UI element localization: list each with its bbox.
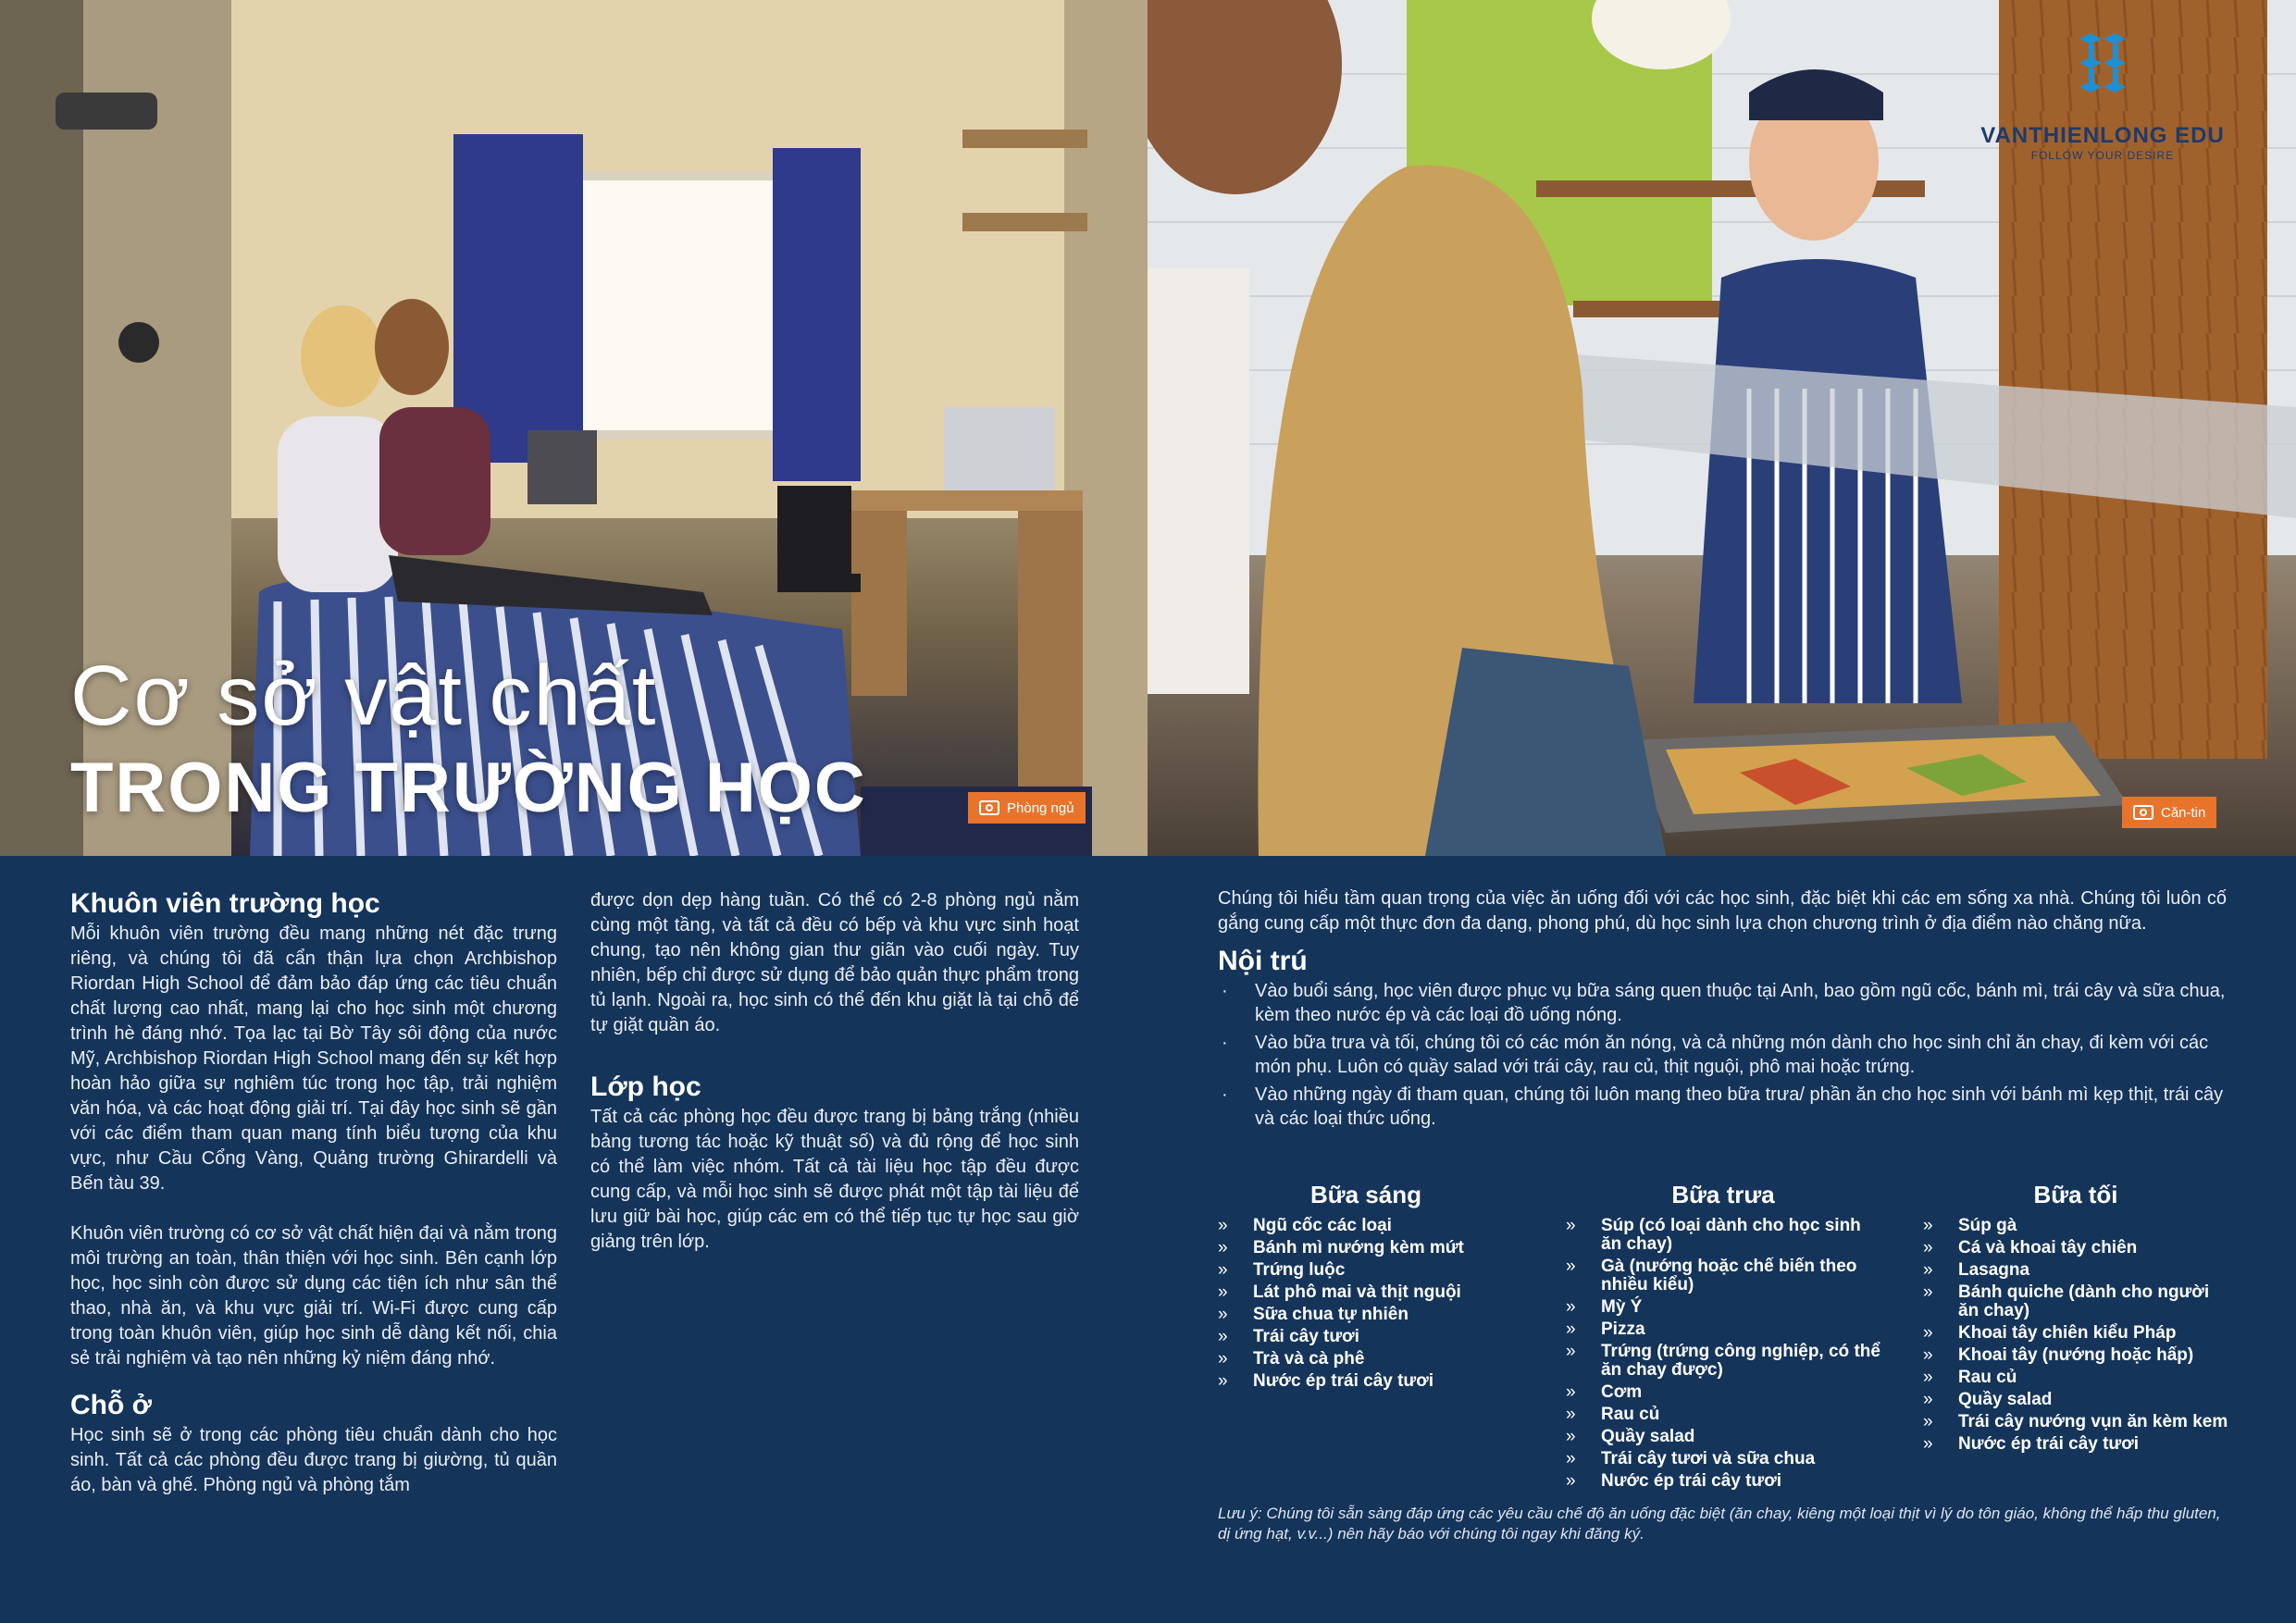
hero-title-line2: TRONG TRƯỜNG HỌC [70,749,867,827]
menu-item: » Trái cây tươi và sữa chua [1566,1450,1880,1468]
boarding-item: · Vào buổi sáng, học viên được phục vụ bữa sáng quen thuộc tại Anh, bao gồm ngũ cốc, bánh mì, trái cây và sữa chua, kèm theo nước ép và các loại đồ uống nóng. [1218,979,2227,1027]
menu-item: » Nước ép trái cây tươi [1566,1472,1880,1491]
lunch-menu [1566,1181,1880,1494]
menu-item: » Rau củ [1566,1406,1880,1424]
photo-caption-label: Căn-tin [2161,804,2206,821]
dinner-title: Bữa tối [2033,1181,2118,1208]
menu-item: » Quầy salad [1923,1391,2228,1409]
menu-item: » Sữa chua tự nhiên [1218,1306,1570,1324]
menu-item: » Cơm [1566,1383,1880,1402]
menu-item: » Trái cây tươi [1218,1328,1570,1346]
classroom-heading: Lớp học [590,1072,701,1102]
menu-item: » Nước ép trái cây tươi [1923,1435,2228,1454]
menu-item: » Trái cây nướng vụn ăn kèm kem [1923,1413,2228,1431]
dinner-list [1923,1217,2228,1454]
menu-item: » Lát phô mai và thịt nguội [1218,1283,1570,1302]
photo-caption-canteen [2122,797,2216,828]
cube-logo-icon [2061,30,2144,113]
breakfast-menu [1218,1181,1570,1394]
menu-item: » Rau củ [1923,1369,2228,1387]
campus-paragraph-1: Mỗi khuôn viên trường đều mang những nét đặc trưng riêng, và chúng tôi đã cẩn thận lựa chọn Archbishop Riordan High School để đảm bảo đáp ứng các tiêu chuẩn chất lượng cao nhất, mang lại cho học sinh một chương trình hè đáng nhớ. Tọa lạc tại Bờ Tây sôi động của nước Mỹ, Archbishop Riordan High School mang đến sự kết hợp hoàn hảo giữa sự nghiêm túc trong học tập, trải nghiệm văn hóa, và các hoạt động giải trí. Tại đây học sinh sẽ gần với các điểm tham quan mang tính biểu tượng của khu vực, như Cầu Cổng Vàng, Quảng trường Ghirardelli và Bến tàu 39. [70,923,557,1194]
housing-heading: Chỗ ở [70,1390,152,1420]
breakfast-list [1218,1217,1570,1391]
dining-section [1218,886,2227,1134]
menu-item: » Bánh quiche (dành cho người ăn chay) [1923,1283,2228,1320]
menu-item: » Trứng (trứng công nghiệp, có thể ăn chay được) [1566,1343,1880,1380]
dinner-menu [1923,1181,2228,1457]
menu-item: » Khoai tây (nướng hoặc hấp) [1923,1346,2228,1365]
boarding-item: · Vào bữa trưa và tối, chúng tôi có các món ăn nóng, và cả những món dành cho học sinh chỉ ăn chay, đi kèm với các món phụ. Luôn có quầy salad với trái cây, rau củ, thịt nguội, phô mai hoặc trứng. [1218,1031,2227,1079]
logo-tagline: FOLLOW YOUR DESIRE [2030,149,2175,162]
camera-icon [2133,805,2153,820]
menu-item: » Cá và khoai tây chiên [1923,1239,2228,1258]
camera-icon [979,800,999,815]
breakfast-title: Bữa sáng [1310,1181,1421,1208]
dining-intro: Chúng tôi hiểu tầm quan trọng của việc ăn uống đối với các học sinh, đặc biệt khi các em sống xa nhà. Chúng tôi luôn cố gắng cung cấp một thực đơn đa dạng, phong phú, dù học sinh lựa chọn chương trình ở địa điểm nào chăng nữa. [1218,888,2227,934]
dormitory-photo [0,0,1148,856]
menu-item: » Bánh mì nướng kèm mứt [1218,1239,1570,1258]
menu-item: » Súp (có loại dành cho học sinh ăn chay) [1566,1217,1880,1254]
menu-item: » Nước ép trái cây tươi [1218,1372,1570,1391]
menu-item: » Trứng luộc [1218,1261,1570,1280]
menu-item: » Gà (nướng hoặc chế biến theo nhiều kiểu) [1566,1258,1880,1295]
menu-item: » Khoai tây chiên kiểu Pháp [1923,1324,2228,1343]
housing-classroom-section [590,888,1079,1255]
housing-paragraph-continued: được dọn dẹp hàng tuần. Có thể có 2-8 phòng ngủ nằm cùng một tầng, và tất cả đều có bếp và khu vực sinh hoạt chung, tạo nên không gian thư giãn vào cuối ngày. Tuy nhiên, bếp chỉ được sử dụng để bảo quản thực phẩm trong tủ lạnh. Ngoài ra, học sinh có thể đến khu giặt là tại chỗ để tự giặt quần áo. [590,890,1079,1035]
dietary-note: Lưu ý: Chúng tôi sẵn sàng đáp ứng các yêu cầu chế độ ăn uống đặc biệt (ăn chay, kiêng một loại thịt vì lý do tôn giáo, không thể hấp thu gluten, dị ứng hạt, v.v...) nên hãy báo với chúng tôi ngay khi đăng ký. [1218,1505,2221,1542]
boarding-list [1218,979,2227,1131]
boarding-item: · Vào những ngày đi tham quan, chúng tôi luôn mang theo bữa trưa/ phần ăn cho học sinh với bánh mì kẹp thịt, trái cây và các loại thức uống. [1218,1083,2227,1131]
logo-name: VANTHIENLONG EDU [1980,123,2225,148]
menu-item: » Mỳ Ý [1566,1298,1880,1317]
campus-paragraph-2: Khuôn viên trường có cơ sở vật chất hiện đại và nằm trong môi trường an toàn, thân thiện với học sinh. Bên cạnh lớp học, học sinh còn được sử dụng các tiện ích như sân thể thao, nhà ăn, và khu vực giải trí. Wi-Fi được cung cấp trong toàn khuôn viên, giúp học sinh dễ dàng kết nối, chia sẻ trải nghiệm và tạo nên những kỷ niệm đáng nhớ. [70,1223,557,1369]
menu-item: » Ngũ cốc các loại [1218,1217,1570,1235]
menu-item: » Súp gà [1923,1217,2228,1235]
photo-caption-label: Phòng ngủ [1007,799,1074,816]
lunch-title: Bữa trưa [1671,1181,1775,1208]
classroom-paragraph: Tất cả các phòng học đều được trang bị bảng trắng (nhiều bảng tương tác hoặc kỹ thuật số) và đủ rộng để học sinh có thể làm việc nhóm. Tất cả tài liệu học tập đều được cung cấp, và mỗi học sinh sẽ được phát một tập tài liệu để lưu giữ bài học, giúp các em có thể tiếp tục tự học sau giờ giảng trên lớp. [590,1107,1079,1252]
menu-item: » Pizza [1566,1320,1880,1339]
housing-paragraph: Học sinh sẽ ở trong các phòng tiêu chuẩn dành cho học sinh. Tất cả các phòng đều được trang bị giường, tủ quần áo, bàn và ghế. Phòng ngủ và phòng tắm [70,1425,557,1495]
menu-item: » Lasagna [1923,1261,2228,1280]
brand-logo [1955,30,2251,162]
photo-caption-bedroom [968,792,1086,824]
lunch-list [1566,1217,1880,1491]
menu-item: » Quầy salad [1566,1428,1880,1446]
campus-heading: Khuôn viên trường học [70,888,380,919]
boarding-heading: Nội trú [1218,946,1308,976]
menu-item: » Trà và cà phê [1218,1350,1570,1369]
hero-title-line1: Cơ sở vật chất [70,649,658,743]
campus-section [70,888,557,1498]
